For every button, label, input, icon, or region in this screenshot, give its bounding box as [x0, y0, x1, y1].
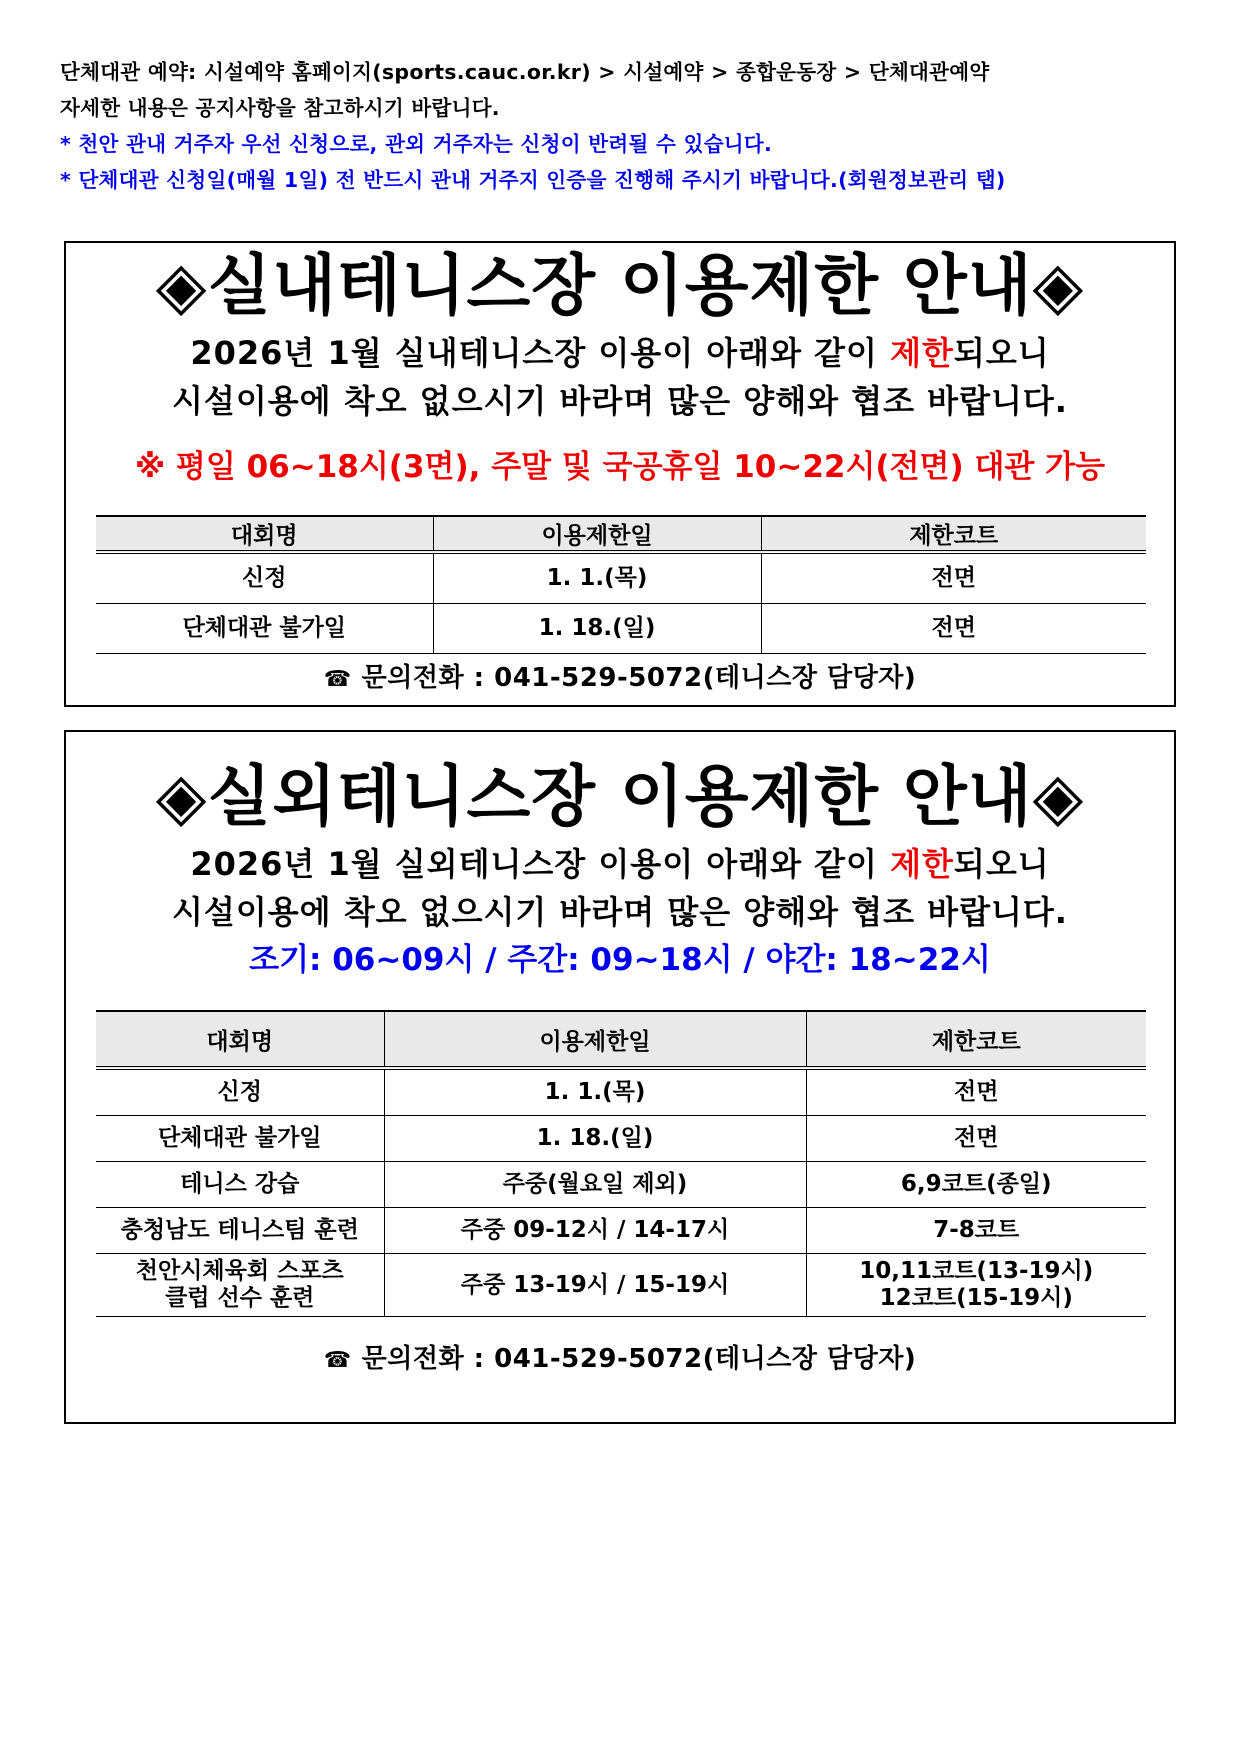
table-row — [96, 552, 1146, 604]
cell-court: 전면 — [806, 1116, 1146, 1162]
indoor-msg-suffix: 되오니 — [953, 334, 1050, 372]
cell-court: 전면 — [761, 552, 1146, 604]
cell-date: 1. 1.(목) — [384, 1068, 806, 1116]
cell-date: 주중(월요일 제외) — [384, 1162, 806, 1208]
indoor-msg-prefix: 2026년 1월 실내테니스장 이용이 아래와 같이 — [190, 334, 891, 372]
resident-auth-note: * 단체대관 신청일(매월 1일) 전 반드시 관내 거주지 인증을 진행해 주시기 바랍니다.(회원정보관리 탭) — [60, 168, 1006, 192]
cell-court: 전면 — [761, 604, 1146, 654]
cell-court — [806, 1254, 1146, 1317]
column-header-event: 대회명 — [96, 516, 433, 552]
outdoor-time-slots: 조기: 06~09시 / 주간: 09~18시 / 야간: 18~22시 — [249, 942, 991, 978]
table-row — [96, 1208, 1146, 1254]
indoor-notice-box — [64, 241, 1176, 707]
indoor-title: ◈실내테니스장 이용제한 안내◈ — [155, 247, 1085, 324]
column-header-date: 이용제한일 — [433, 516, 761, 552]
column-header-event: 대회명 — [96, 1011, 384, 1068]
cell-event: 테니스 강습 — [96, 1162, 384, 1208]
outdoor-message-line1 — [66, 840, 1174, 888]
cell-event-line1: 천안시체육회 스포츠 — [135, 1258, 344, 1284]
cell-date: 주중 09-12시 / 14-17시 — [384, 1208, 806, 1254]
cell-date: 1. 18.(일) — [433, 604, 761, 654]
cell-event: 신정 — [96, 1068, 384, 1116]
phone-icon: ☎ — [323, 667, 352, 692]
indoor-contact-text: 문의전화 : 041-529-5072(테니스장 담당자) — [361, 663, 917, 693]
cell-date: 주중 13-19시 / 15-19시 — [384, 1254, 806, 1317]
table-row — [96, 1068, 1146, 1116]
cell-date: 1. 1.(목) — [433, 552, 761, 604]
cell-court: 7-8코트 — [806, 1208, 1146, 1254]
cell-court-line1: 10,11코트(13-19시) — [859, 1258, 1094, 1284]
column-header-court: 제한코트 — [806, 1011, 1146, 1068]
indoor-restriction-table — [96, 515, 1146, 654]
table-header-row — [96, 1011, 1146, 1068]
indoor-contact — [66, 657, 1174, 694]
cell-event: 단체대관 불가일 — [96, 1116, 384, 1162]
indoor-rental-note: ※ 평일 06~18시(3면), 주말 및 국공휴일 10~22시(전면) 대관 가능 — [134, 449, 1106, 485]
column-header-court: 제한코트 — [761, 516, 1146, 552]
table-row — [96, 1254, 1146, 1317]
cell-event: 충청남도 테니스팀 훈련 — [96, 1208, 384, 1254]
table-header-row — [96, 516, 1146, 552]
column-header-date: 이용제한일 — [384, 1011, 806, 1068]
table-row — [96, 1162, 1146, 1208]
indoor-message-line2: 시설이용에 착오 없으시기 바라며 많은 양해와 협조 바랍니다. — [172, 382, 1068, 420]
indoor-msg-restriction: 제한 — [890, 334, 954, 372]
table-row — [96, 1116, 1146, 1162]
cell-event: 신정 — [96, 552, 433, 604]
cell-date: 1. 18.(일) — [384, 1116, 806, 1162]
reservation-path: 단체대관 예약: 시설예약 홈페이지(sports.cauc.or.kr) > 시설예약 > 종합운동장 > 단체대관예약 — [60, 60, 990, 84]
cell-court: 6,9코트(종일) — [806, 1162, 1146, 1208]
cell-event — [96, 1254, 384, 1317]
outdoor-contact — [66, 1338, 1174, 1375]
outdoor-msg-prefix: 2026년 1월 실외테니스장 이용이 아래와 같이 — [190, 845, 891, 883]
outdoor-msg-suffix: 되오니 — [953, 845, 1050, 883]
cell-court: 전면 — [806, 1068, 1146, 1116]
resident-priority-note: * 천안 관내 거주자 우선 신청으로, 관외 거주자는 신청이 반려될 수 있습니다. — [60, 132, 773, 156]
intro-notes — [60, 54, 1190, 198]
outdoor-restriction-table — [96, 1010, 1146, 1317]
cell-event: 단체대관 불가일 — [96, 604, 433, 654]
table-row — [96, 604, 1146, 654]
outdoor-contact-text: 문의전화 : 041-529-5072(테니스장 담당자) — [361, 1344, 917, 1374]
outdoor-msg-restriction: 제한 — [890, 845, 954, 883]
outdoor-message-line2: 시설이용에 착오 없으시기 바라며 많은 양해와 협조 바랍니다. — [172, 893, 1068, 931]
phone-icon: ☎ — [323, 1348, 352, 1373]
cell-court-line2: 12코트(15-19시) — [879, 1285, 1073, 1311]
outdoor-notice-box — [64, 730, 1176, 1424]
indoor-message-line1 — [66, 329, 1174, 377]
outdoor-title: ◈실외테니스장 이용제한 안내◈ — [155, 758, 1085, 835]
notice-reference: 자세한 내용은 공지사항을 참고하시기 바랍니다. — [60, 96, 500, 120]
cell-event-line2: 클럽 선수 훈련 — [165, 1285, 315, 1311]
